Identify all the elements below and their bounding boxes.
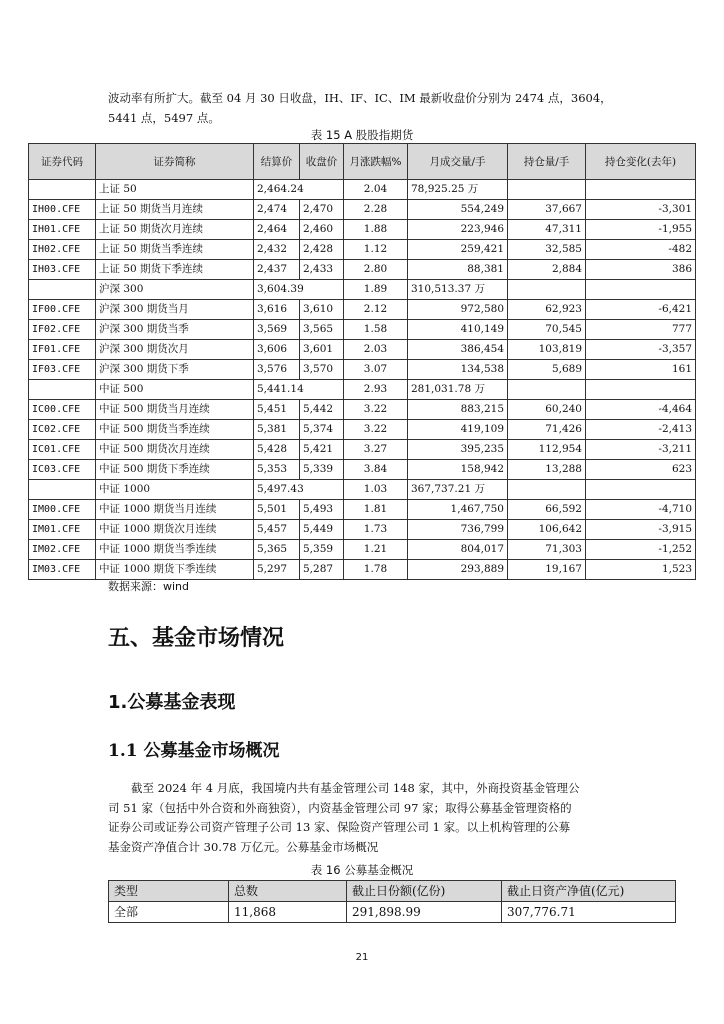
cell-close: 5,449 xyxy=(300,520,344,540)
cell-change: 1.21 xyxy=(344,540,408,560)
header-change: 月涨跌幅% xyxy=(344,144,408,180)
cell-settle: 5,441.14 xyxy=(254,380,344,400)
fund-shares: 291,898.99 xyxy=(347,902,502,923)
cell-open-interest: 66,592 xyxy=(508,500,586,520)
table-row xyxy=(29,220,696,240)
table-row xyxy=(29,300,696,320)
cell-code: IM01.CFE xyxy=(29,520,96,540)
cell-close: 5,493 xyxy=(300,500,344,520)
cell-change: 3.27 xyxy=(344,440,408,460)
page-number: 21 xyxy=(355,952,369,963)
cell-oi-change: -4,710 xyxy=(586,500,696,520)
cell-oi-change xyxy=(586,280,696,300)
cell-name: 中证 1000 期货下季连续 xyxy=(96,560,254,580)
cell-oi-change: 1,523 xyxy=(586,560,696,580)
cell-close: 2,433 xyxy=(300,260,344,280)
cell-volume: 395,235 xyxy=(408,440,508,460)
fund-type: 全部 xyxy=(109,902,229,923)
cell-oi-change xyxy=(586,180,696,200)
cell-settle: 2,437 xyxy=(254,260,300,280)
fund-line-2: 司 51 家（包括中外合资和外商独资），内资基金管理公司 97 家；取得公募基金管理资格的 xyxy=(108,800,572,815)
cell-name: 上证 50 期货当季连续 xyxy=(96,240,254,260)
cell-oi-change: 386 xyxy=(586,260,696,280)
cell-volume: 293,889 xyxy=(408,560,508,580)
cell-open-interest: 106,642 xyxy=(508,520,586,540)
section-title: 五、基金市场情况 xyxy=(108,625,285,651)
futures-table xyxy=(28,143,696,580)
fund-table xyxy=(108,880,676,923)
table-row xyxy=(109,902,676,923)
cell-volume: 259,421 xyxy=(408,240,508,260)
cell-code: IC01.CFE xyxy=(29,440,96,460)
header-volume: 月成交量/手 xyxy=(408,144,508,180)
cell-change: 2.28 xyxy=(344,200,408,220)
cell-name: 沪深 300 期货下季 xyxy=(96,360,254,380)
cell-volume: 410,149 xyxy=(408,320,508,340)
table16-caption: 表 16 公募基金概况 xyxy=(310,863,414,877)
cell-code: IF01.CFE xyxy=(29,340,96,360)
cell-name: 沪深 300 xyxy=(96,280,254,300)
cell-oi-change: 161 xyxy=(586,360,696,380)
table-row xyxy=(29,340,696,360)
cell-close: 5,287 xyxy=(300,560,344,580)
cell-name: 沪深 300 期货当月 xyxy=(96,300,254,320)
header-name: 证券简称 xyxy=(96,144,254,180)
cell-close: 3,610 xyxy=(300,300,344,320)
header-close: 收盘价 xyxy=(300,144,344,180)
cell-open-interest xyxy=(508,180,586,200)
cell-oi-change: -2,413 xyxy=(586,420,696,440)
cell-open-interest xyxy=(508,380,586,400)
cell-oi-change: -3,915 xyxy=(586,520,696,540)
cell-name: 中证 500 期货当季连续 xyxy=(96,420,254,440)
cell-volume: 972,580 xyxy=(408,300,508,320)
cell-oi-change: -1,252 xyxy=(586,540,696,560)
table-row xyxy=(29,520,696,540)
cell-change: 3.07 xyxy=(344,360,408,380)
table-header-row xyxy=(109,881,676,902)
cell-settle: 5,497.43 xyxy=(254,480,344,500)
table-header-row xyxy=(29,144,696,180)
fund-header-type: 类型 xyxy=(109,881,229,902)
cell-code: IC03.CFE xyxy=(29,460,96,480)
intro-line-2: 5441 点，5497 点。 xyxy=(108,110,220,125)
cell-volume: 804,017 xyxy=(408,540,508,560)
cell-code xyxy=(29,180,96,200)
cell-name: 中证 1000 xyxy=(96,480,254,500)
cell-change: 2.12 xyxy=(344,300,408,320)
cell-settle: 5,451 xyxy=(254,400,300,420)
cell-change: 2.03 xyxy=(344,340,408,360)
header-oi-change: 持仓变化(去年) xyxy=(586,144,696,180)
cell-code xyxy=(29,280,96,300)
cell-volume: 1,467,750 xyxy=(408,500,508,520)
table-row xyxy=(29,320,696,340)
cell-change: 1.03 xyxy=(344,480,408,500)
cell-volume: 134,538 xyxy=(408,360,508,380)
cell-close: 5,339 xyxy=(300,460,344,480)
cell-code: IC00.CFE xyxy=(29,400,96,420)
cell-close: 2,428 xyxy=(300,240,344,260)
cell-name: 沪深 300 期货当季 xyxy=(96,320,254,340)
cell-volume: 554,249 xyxy=(408,200,508,220)
cell-close: 3,570 xyxy=(300,360,344,380)
cell-settle: 2,474 xyxy=(254,200,300,220)
cell-code xyxy=(29,380,96,400)
cell-close: 5,374 xyxy=(300,420,344,440)
table-row xyxy=(29,420,696,440)
cell-volume: 419,109 xyxy=(408,420,508,440)
cell-code: IM00.CFE xyxy=(29,500,96,520)
cell-volume: 281,031.78 万 xyxy=(408,380,508,400)
cell-code: IF00.CFE xyxy=(29,300,96,320)
cell-name: 沪深 300 期货次月 xyxy=(96,340,254,360)
cell-settle: 3,576 xyxy=(254,360,300,380)
cell-code: IF02.CFE xyxy=(29,320,96,340)
cell-change: 1.88 xyxy=(344,220,408,240)
cell-volume: 88,381 xyxy=(408,260,508,280)
table-row xyxy=(29,560,696,580)
cell-change: 2.04 xyxy=(344,180,408,200)
cell-volume: 158,942 xyxy=(408,460,508,480)
cell-volume: 78,925.25 万 xyxy=(408,180,508,200)
table-row xyxy=(29,400,696,420)
cell-settle: 5,297 xyxy=(254,560,300,580)
cell-change: 3.84 xyxy=(344,460,408,480)
cell-code: IH00.CFE xyxy=(29,200,96,220)
cell-name: 上证 50 期货当月连续 xyxy=(96,200,254,220)
fund-paragraph xyxy=(108,779,648,857)
fund-header-nav: 截止日资产净值(亿元) xyxy=(502,881,676,902)
cell-name: 上证 50 xyxy=(96,180,254,200)
cell-change: 1.89 xyxy=(344,280,408,300)
cell-change: 3.22 xyxy=(344,400,408,420)
table-row xyxy=(29,180,696,200)
cell-oi-change: -3,301 xyxy=(586,200,696,220)
cell-name: 中证 1000 期货次月连续 xyxy=(96,520,254,540)
cell-close: 5,421 xyxy=(300,440,344,460)
cell-volume: 367,737.21 万 xyxy=(408,480,508,500)
cell-oi-change: 777 xyxy=(586,320,696,340)
header-open-interest: 持仓量/手 xyxy=(508,144,586,180)
cell-volume: 223,946 xyxy=(408,220,508,240)
cell-volume: 883,215 xyxy=(408,400,508,420)
cell-code: IC02.CFE xyxy=(29,420,96,440)
cell-name: 中证 1000 期货当月连续 xyxy=(96,500,254,520)
cell-open-interest xyxy=(508,480,586,500)
fund-line-3: 证券公司或证券公司资产管理子公司 13 家、保险资产管理公司 1 家。以上机构管理的公募 xyxy=(108,820,571,834)
cell-change: 1.78 xyxy=(344,560,408,580)
table15-caption: 表 15 A 股股指期货 xyxy=(310,128,414,142)
cell-open-interest: 103,819 xyxy=(508,340,586,360)
cell-settle: 5,428 xyxy=(254,440,300,460)
cell-code: IH03.CFE xyxy=(29,260,96,280)
table-row xyxy=(29,500,696,520)
cell-name: 中证 500 期货次月连续 xyxy=(96,440,254,460)
cell-settle: 5,353 xyxy=(254,460,300,480)
cell-volume: 386,454 xyxy=(408,340,508,360)
cell-oi-change: 623 xyxy=(586,460,696,480)
cell-volume: 736,799 xyxy=(408,520,508,540)
cell-settle: 2,464 xyxy=(254,220,300,240)
table-row xyxy=(29,440,696,460)
cell-open-interest: 112,954 xyxy=(508,440,586,460)
cell-name: 中证 500 xyxy=(96,380,254,400)
cell-close: 5,359 xyxy=(300,540,344,560)
cell-code: IH01.CFE xyxy=(29,220,96,240)
table-row xyxy=(29,380,696,400)
cell-change: 3.22 xyxy=(344,420,408,440)
cell-volume: 310,513.37 万 xyxy=(408,280,508,300)
cell-name: 上证 50 期货下季连续 xyxy=(96,260,254,280)
cell-name: 中证 500 期货当月连续 xyxy=(96,400,254,420)
cell-code: IM03.CFE xyxy=(29,560,96,580)
table-row xyxy=(29,200,696,220)
cell-name: 中证 500 期货下季连续 xyxy=(96,460,254,480)
cell-open-interest: 2,884 xyxy=(508,260,586,280)
cell-open-interest xyxy=(508,280,586,300)
cell-change: 1.12 xyxy=(344,240,408,260)
table-row xyxy=(29,260,696,280)
cell-close: 5,442 xyxy=(300,400,344,420)
fund-nav: 307,776.71 xyxy=(502,902,676,923)
intro-line-1: 波动率有所扩大。截至 04 月 30 日收盘，IH、IF、IC、IM 最新收盘价分别为 2474 点，3604， xyxy=(108,91,612,105)
cell-settle: 3,606 xyxy=(254,340,300,360)
cell-oi-change: -482 xyxy=(586,240,696,260)
fund-line-4: 基金资产净值合计 30.78 万亿元。公募基金市场概况 xyxy=(108,839,379,854)
cell-settle: 3,604.39 xyxy=(254,280,344,300)
table-row xyxy=(29,360,696,380)
cell-open-interest: 47,311 xyxy=(508,220,586,240)
cell-open-interest: 13,288 xyxy=(508,460,586,480)
cell-oi-change: -3,211 xyxy=(586,440,696,460)
cell-code xyxy=(29,480,96,500)
header-settle: 结算价 xyxy=(254,144,300,180)
cell-change: 2.80 xyxy=(344,260,408,280)
cell-oi-change: -3,357 xyxy=(586,340,696,360)
cell-oi-change: -4,464 xyxy=(586,400,696,420)
table-row xyxy=(29,540,696,560)
cell-settle: 2,432 xyxy=(254,240,300,260)
cell-settle: 3,569 xyxy=(254,320,300,340)
table-row xyxy=(29,460,696,480)
cell-open-interest: 62,923 xyxy=(508,300,586,320)
table-row xyxy=(29,240,696,260)
cell-name: 上证 50 期货次月连续 xyxy=(96,220,254,240)
cell-code: IF03.CFE xyxy=(29,360,96,380)
cell-change: 1.81 xyxy=(344,500,408,520)
table-row xyxy=(29,280,696,300)
subsection-title: 1.公募基金表现 xyxy=(108,692,236,713)
cell-open-interest: 71,303 xyxy=(508,540,586,560)
cell-oi-change: -1,955 xyxy=(586,220,696,240)
cell-oi-change xyxy=(586,480,696,500)
cell-name: 中证 1000 期货当季连续 xyxy=(96,540,254,560)
fund-header-shares: 截止日份额(亿份) xyxy=(347,881,502,902)
cell-change: 1.73 xyxy=(344,520,408,540)
cell-close: 2,460 xyxy=(300,220,344,240)
table-row xyxy=(29,480,696,500)
cell-code: IH02.CFE xyxy=(29,240,96,260)
cell-open-interest: 5,689 xyxy=(508,360,586,380)
cell-settle: 5,501 xyxy=(254,500,300,520)
cell-settle: 5,457 xyxy=(254,520,300,540)
cell-change: 2.93 xyxy=(344,380,408,400)
intro-paragraph xyxy=(108,89,638,128)
cell-settle: 2,464.24 xyxy=(254,180,344,200)
cell-open-interest: 19,167 xyxy=(508,560,586,580)
cell-close: 3,601 xyxy=(300,340,344,360)
cell-open-interest: 71,426 xyxy=(508,420,586,440)
fund-count: 11,868 xyxy=(229,902,347,923)
fund-header-count: 总数 xyxy=(229,881,347,902)
cell-settle: 5,365 xyxy=(254,540,300,560)
cell-oi-change xyxy=(586,380,696,400)
subsubsection-title: 1.1 公募基金市场概况 xyxy=(108,741,280,761)
cell-change: 1.58 xyxy=(344,320,408,340)
fund-line-1: 截至 2024 年 4 月底，我国境内共有基金管理公司 148 家，其中，外商投资基金管理公 xyxy=(131,781,580,795)
cell-code: IM02.CFE xyxy=(29,540,96,560)
header-code: 证券代码 xyxy=(29,144,96,180)
cell-open-interest: 32,585 xyxy=(508,240,586,260)
cell-oi-change: -6,421 xyxy=(586,300,696,320)
cell-open-interest: 70,545 xyxy=(508,320,586,340)
data-source: 数据来源：wind xyxy=(108,580,190,593)
futures-table-body xyxy=(29,180,696,580)
cell-settle: 5,381 xyxy=(254,420,300,440)
cell-close: 2,470 xyxy=(300,200,344,220)
cell-close: 3,565 xyxy=(300,320,344,340)
cell-open-interest: 60,240 xyxy=(508,400,586,420)
cell-settle: 3,616 xyxy=(254,300,300,320)
cell-open-interest: 37,667 xyxy=(508,200,586,220)
